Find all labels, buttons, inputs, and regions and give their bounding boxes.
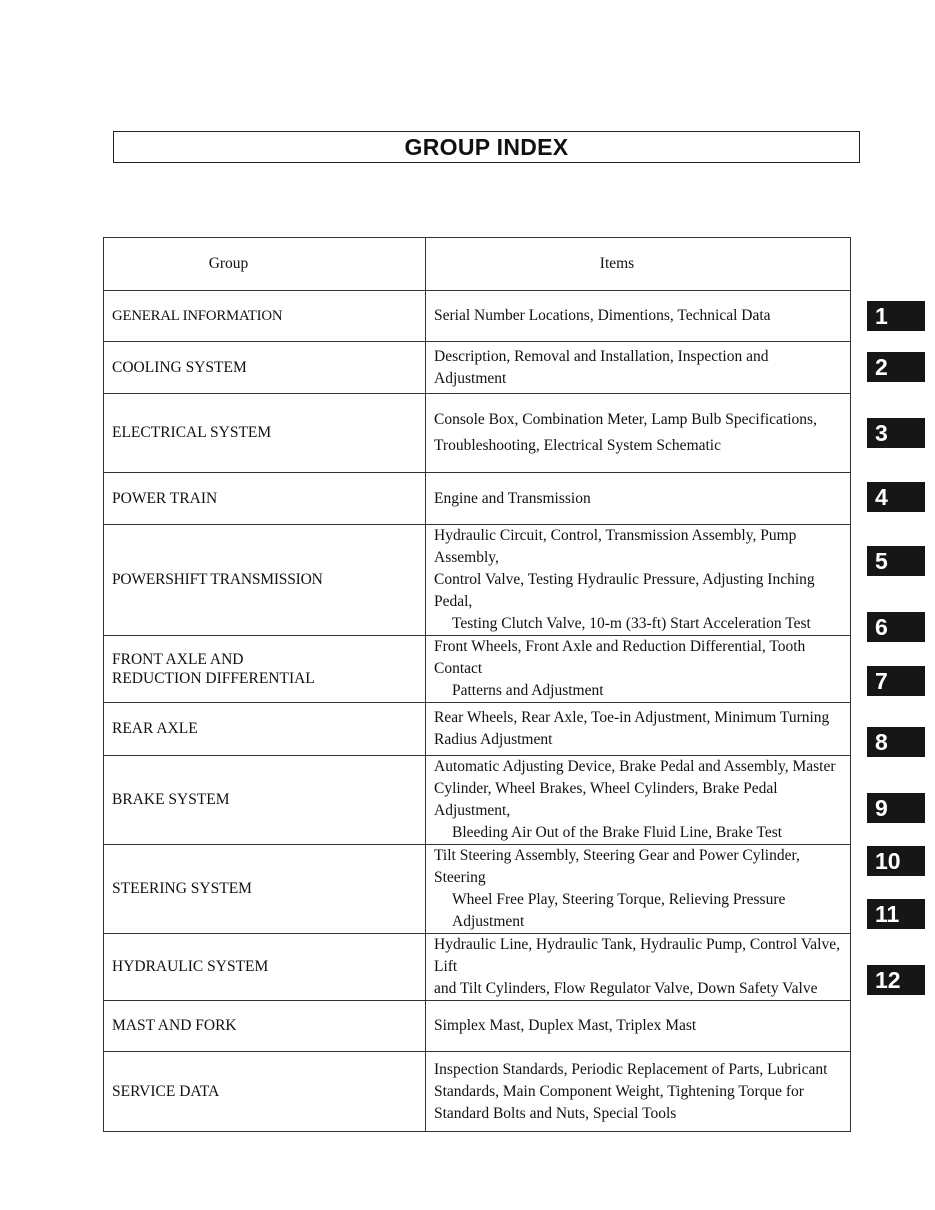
items-line: Testing Clutch Valve, 10-m (33-ft) Start Acceleration Test — [452, 615, 811, 632]
group-line: REDUCTION DIFFERENTIAL — [112, 670, 315, 687]
items-line: Front Wheels, Front Axle and Reduction Differential, Tooth Contact — [434, 638, 806, 677]
section-tab-10[interactable]: 10 — [867, 846, 925, 876]
items-cell: Serial Number Locations, Dimentions, Technical Data — [426, 291, 851, 342]
table-row — [104, 394, 851, 473]
group-cell: COOLING SYSTEM — [104, 342, 426, 394]
table-row — [104, 525, 851, 636]
table-row — [104, 703, 851, 756]
items-cell — [426, 703, 851, 756]
section-tab-7[interactable]: 7 — [867, 666, 925, 696]
items-line: Bleeding Air Out of the Brake Fluid Line, Brake Test — [452, 824, 783, 841]
items-cell — [426, 934, 851, 1001]
table-row — [104, 756, 851, 845]
group-cell: POWER TRAIN — [104, 473, 426, 525]
items-line: Hydraulic Circuit, Control, Transmission Assembly, Pump Assembly, — [434, 527, 797, 566]
table-header-row — [104, 238, 851, 291]
table-row — [104, 342, 851, 394]
group-cell: STEERING SYSTEM — [104, 845, 426, 934]
items-cell — [426, 756, 851, 845]
items-line: Patterns and Adjustment — [452, 682, 604, 699]
section-tab-4[interactable]: 4 — [867, 482, 925, 512]
items-line: Inspection Standards, Periodic Replacement of Parts, Lubricant — [434, 1060, 828, 1078]
items-column-header: Items — [426, 238, 851, 291]
group-column-header: Group — [104, 238, 426, 291]
items-cell: Engine and Transmission — [426, 473, 851, 525]
items-cell — [426, 1052, 851, 1132]
table-row — [104, 291, 851, 342]
group-cell: POWERSHIFT TRANSMISSION — [104, 525, 426, 636]
group-index-table — [103, 237, 851, 1132]
items-line: Rear Wheels, Rear Axle, Toe-in Adjustment, Minimum Turning — [434, 709, 830, 726]
items-line: Control Valve, Testing Hydraulic Pressure, Adjusting Inching Pedal, — [434, 571, 815, 610]
items-line: Troubleshooting, Electrical System Schematic — [434, 437, 721, 454]
items-cell: Simplex Mast, Duplex Mast, Triplex Mast — [426, 1001, 851, 1052]
table-row — [104, 1001, 851, 1052]
items-line: Radius Adjustment — [434, 731, 553, 748]
section-tab-1[interactable]: 1 — [867, 301, 925, 331]
items-cell — [426, 845, 851, 934]
section-tab-5[interactable]: 5 — [867, 546, 925, 576]
items-cell — [426, 636, 851, 703]
items-line: Standard Bolts and Nuts, Special Tools — [434, 1104, 677, 1122]
section-tab-12[interactable]: 12 — [867, 965, 925, 995]
group-cell: MAST AND FORK — [104, 1001, 426, 1052]
table-row — [104, 845, 851, 934]
items-cell: Description, Removal and Installation, Inspection and Adjustment — [426, 342, 851, 394]
items-line: Hydraulic Line, Hydraulic Tank, Hydraulic Pump, Control Valve, Lift — [434, 936, 840, 975]
items-cell — [426, 394, 851, 473]
section-tab-9[interactable]: 9 — [867, 793, 925, 823]
group-cell: BRAKE SYSTEM — [104, 756, 426, 845]
table-row — [104, 636, 851, 703]
title-box — [113, 131, 860, 163]
group-line: FRONT AXLE AND — [112, 651, 244, 668]
items-line: and Tilt Cylinders, Flow Regulator Valve, Down Safety Valve — [434, 980, 818, 997]
group-cell: ELECTRICAL SYSTEM — [104, 394, 426, 473]
group-cell: HYDRAULIC SYSTEM — [104, 934, 426, 1001]
page-title: GROUP INDEX — [404, 133, 569, 160]
table-row — [104, 934, 851, 1001]
group-cell — [104, 636, 426, 703]
group-cell: SERVICE DATA — [104, 1052, 426, 1132]
items-line: Wheel Free Play, Steering Torque, Relieving Pressure Adjustment — [452, 891, 786, 930]
items-line: Cylinder, Wheel Brakes, Wheel Cylinders, Brake Pedal Adjustment, — [434, 780, 778, 819]
items-line: Console Box, Combination Meter, Lamp Bulb Specifications, — [434, 411, 817, 428]
section-tab-8[interactable]: 8 — [867, 727, 925, 757]
group-cell: GENERAL INFORMATION — [104, 291, 426, 342]
items-line: Tilt Steering Assembly, Steering Gear and Power Cylinder, Steering — [434, 847, 800, 886]
items-line: Standards, Main Component Weight, Tightening Torque for — [434, 1082, 804, 1100]
table-row — [104, 1052, 851, 1132]
items-cell — [426, 525, 851, 636]
section-tab-11[interactable]: 11 — [867, 899, 925, 929]
section-tab-2[interactable]: 2 — [867, 352, 925, 382]
table-row — [104, 473, 851, 525]
items-line: Automatic Adjusting Device, Brake Pedal and Assembly, Master — [434, 758, 836, 775]
section-tab-3[interactable]: 3 — [867, 418, 925, 448]
group-cell: REAR AXLE — [104, 703, 426, 756]
section-tab-6[interactable]: 6 — [867, 612, 925, 642]
